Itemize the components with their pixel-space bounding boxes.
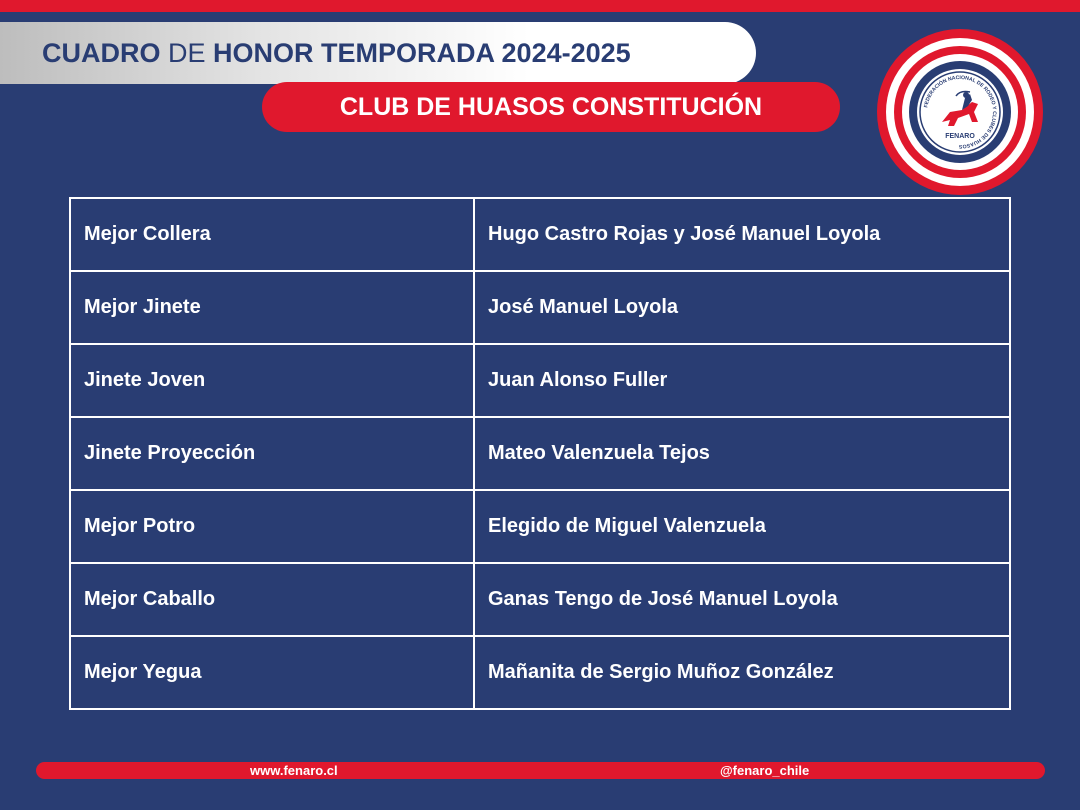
club-name: CLUB DE HUASOS CONSTITUCIÓN [339, 93, 763, 121]
table-row [70, 198, 1010, 271]
website-link[interactable]: www.fenaro.cl [250, 763, 338, 778]
honor-category: Jinete Proyección [70, 417, 474, 490]
honor-winner: José Manuel Loyola [474, 271, 1010, 344]
honor-winner: Mateo Valenzuela Tejos [474, 417, 1010, 490]
honor-category: Mejor Jinete [70, 271, 474, 344]
honor-category: Mejor Yegua [70, 636, 474, 709]
page-title [42, 22, 631, 84]
footer-bar [36, 762, 1045, 779]
table-row [70, 271, 1010, 344]
title-season: HONOR TEMPORADA 2024-2025 [213, 38, 631, 68]
table-row [70, 490, 1010, 563]
table-row [70, 636, 1010, 709]
honor-winner: Hugo Castro Rojas y José Manuel Loyola [474, 198, 1010, 271]
table-row [70, 563, 1010, 636]
club-banner [262, 82, 840, 132]
social-handle[interactable]: @fenaro_chile [720, 763, 810, 778]
honor-category: Jinete Joven [70, 344, 474, 417]
logo-ring-text: FEDERACIÓN NACIONAL DE RODEO Y CLUBES DE HUASOS [923, 74, 998, 150]
honor-category: Mejor Collera [70, 198, 474, 271]
table-row [70, 344, 1010, 417]
logo-name: FENARO [945, 133, 975, 140]
top-accent-bar [0, 0, 1080, 12]
title-word-de: DE [168, 38, 206, 68]
honor-category: Mejor Potro [70, 490, 474, 563]
honor-winner: Elegido de Miguel Valenzuela [474, 490, 1010, 563]
table-row [70, 417, 1010, 490]
title-word-cuadro: CUADRO [42, 38, 161, 68]
honor-winner: Juan Alonso Fuller [474, 344, 1010, 417]
honor-winner: Mañanita de Sergio Muñoz González [474, 636, 1010, 709]
honor-table [69, 197, 1011, 710]
honor-winner: Ganas Tengo de José Manuel Loyola [474, 563, 1010, 636]
fenaro-logo [870, 22, 1050, 202]
honor-category: Mejor Caballo [70, 563, 474, 636]
